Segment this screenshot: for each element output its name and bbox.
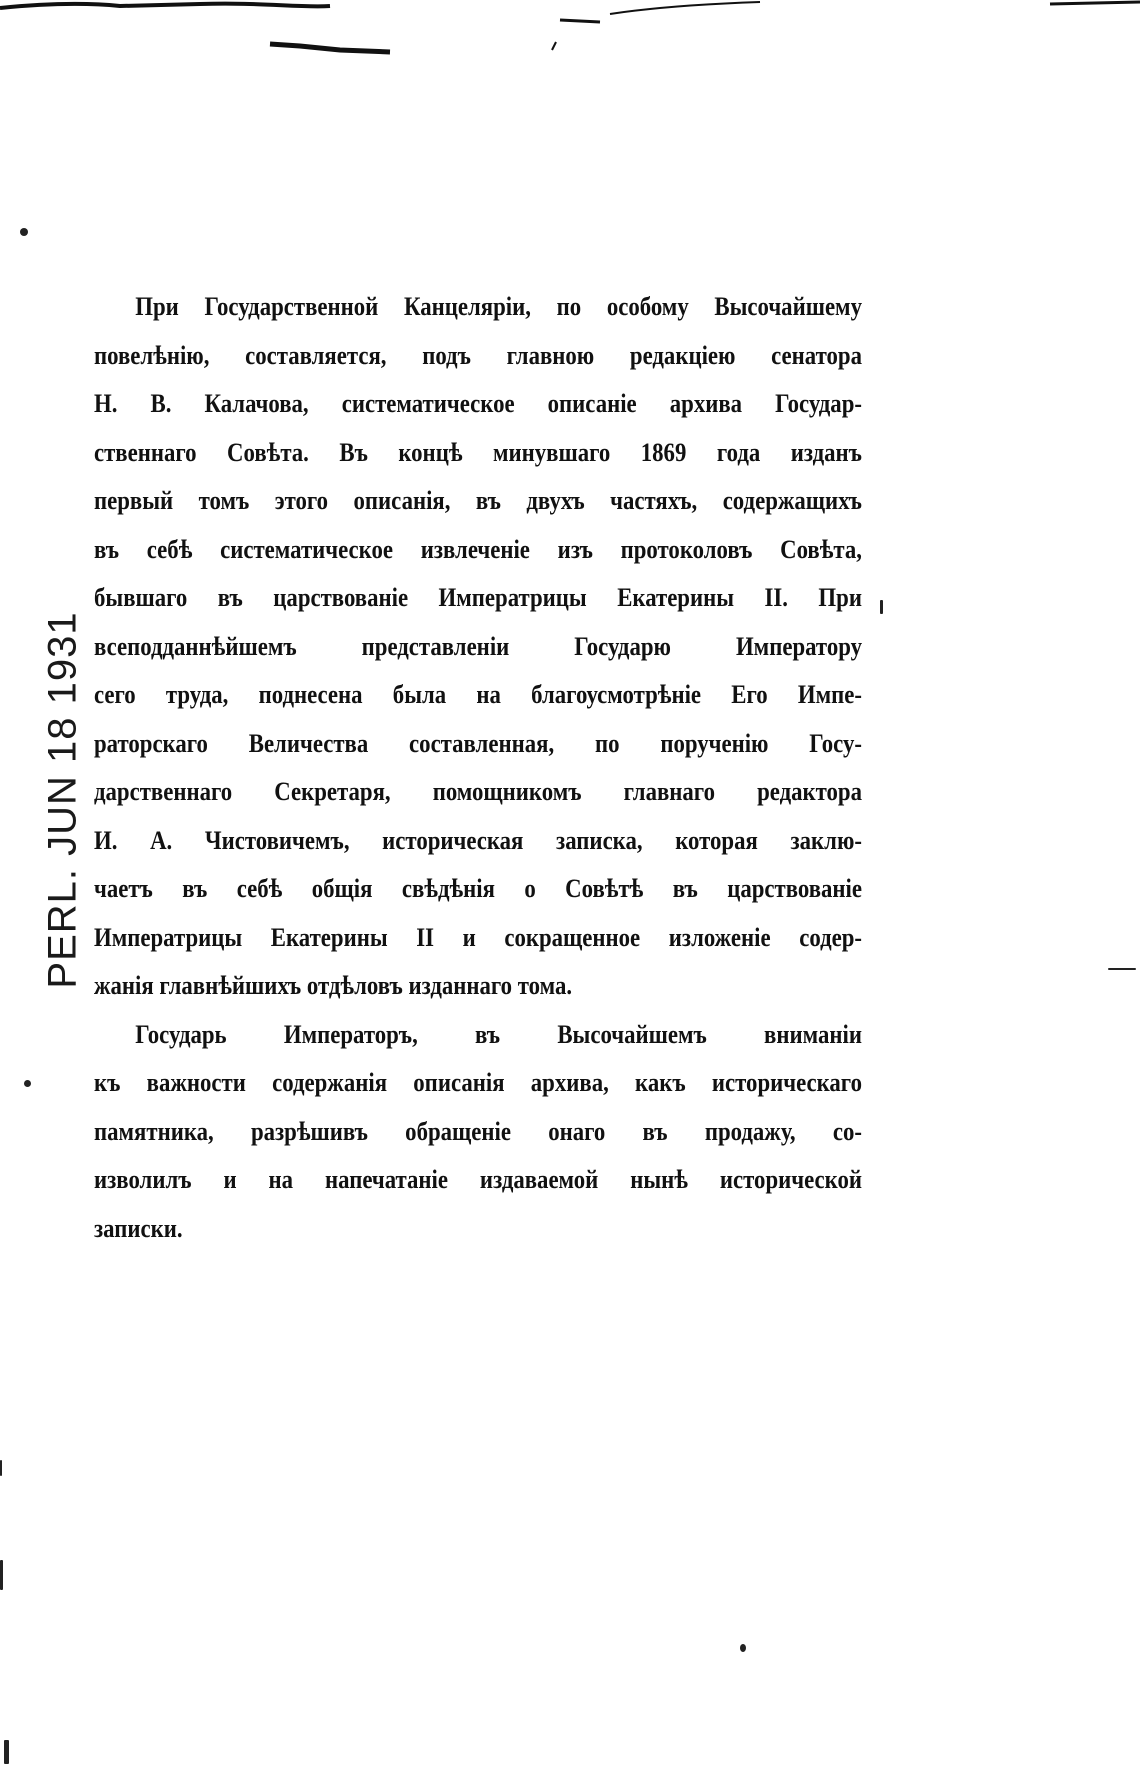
- text-line: всеподданнѣйшемъ представленіи Государю Императору: [94, 630, 862, 661]
- text-line: повелѣнію, составляется, подъ главною редакціею сенатора: [94, 339, 862, 370]
- text-line: дарственнаго Секретаря, помощникомъ главнаго редактора: [94, 776, 862, 806]
- text-line: чаетъ въ себѣ общія свѣдѣнія о Совѣтѣ въ царствованіе: [94, 873, 862, 903]
- paragraph-1: [94, 282, 862, 1010]
- text-line: въ себѣ систематическое извлеченіе изъ протоколовъ Совѣта,: [94, 533, 862, 564]
- speck: [4, 1740, 9, 1764]
- scan-artifacts-top: [0, 0, 1140, 80]
- speck: [0, 1560, 3, 1590]
- text-line: Императрицы Екатерины II и сокращенное изложеніе содер-: [94, 921, 862, 952]
- text-line: изволилъ и на напечатаніе издаваемой нынѣ исторической: [94, 1164, 862, 1194]
- speck: [20, 228, 28, 236]
- text-line: раторскаго Величества составленная, по порученію Госу-: [94, 727, 862, 758]
- text-line: жанія главнѣйшихъ отдѣловъ изданнаго тома.: [94, 970, 573, 1000]
- stamp-text: PERL. JUN 18 1931: [40, 611, 85, 989]
- speck: [1108, 968, 1136, 970]
- speck: [740, 1644, 746, 1652]
- speck: [880, 600, 883, 614]
- text-line: И. А. Чистовичемъ, историческая записка, которая заклю-: [94, 824, 862, 855]
- text-line: При Государственной Канцеляріи, по особому Высочайшему: [135, 291, 862, 321]
- document-body: [94, 282, 862, 1252]
- paragraph-2: [94, 1010, 862, 1253]
- text-line: сего труда, поднесена была на благоусмотрѣніе Его Импе-: [94, 679, 862, 709]
- speck: [0, 1460, 2, 1476]
- text-line: ственнаго Совѣта. Въ концѣ минувшаго 1869 года изданъ: [94, 436, 862, 467]
- text-line: записки.: [94, 1212, 183, 1243]
- text-line: бывшаго въ царствованіе Императрицы Екатерины II. При: [94, 582, 862, 612]
- text-line: Н. В. Калачова, систематическое описаніе архива Государ-: [94, 388, 862, 418]
- text-line: Государь Императоръ, въ Высочайшемъ вниманіи: [135, 1018, 862, 1049]
- text-line: памятника, разрѣшивъ обращеніе онаго въ продажу, со-: [94, 1115, 862, 1146]
- text-line: къ важности содержанія описанія архива, какъ историческаго: [94, 1067, 862, 1097]
- text-line: первый томъ этого описанія, въ двухъ частяхъ, содержащихъ: [94, 485, 862, 515]
- speck: [24, 1080, 31, 1087]
